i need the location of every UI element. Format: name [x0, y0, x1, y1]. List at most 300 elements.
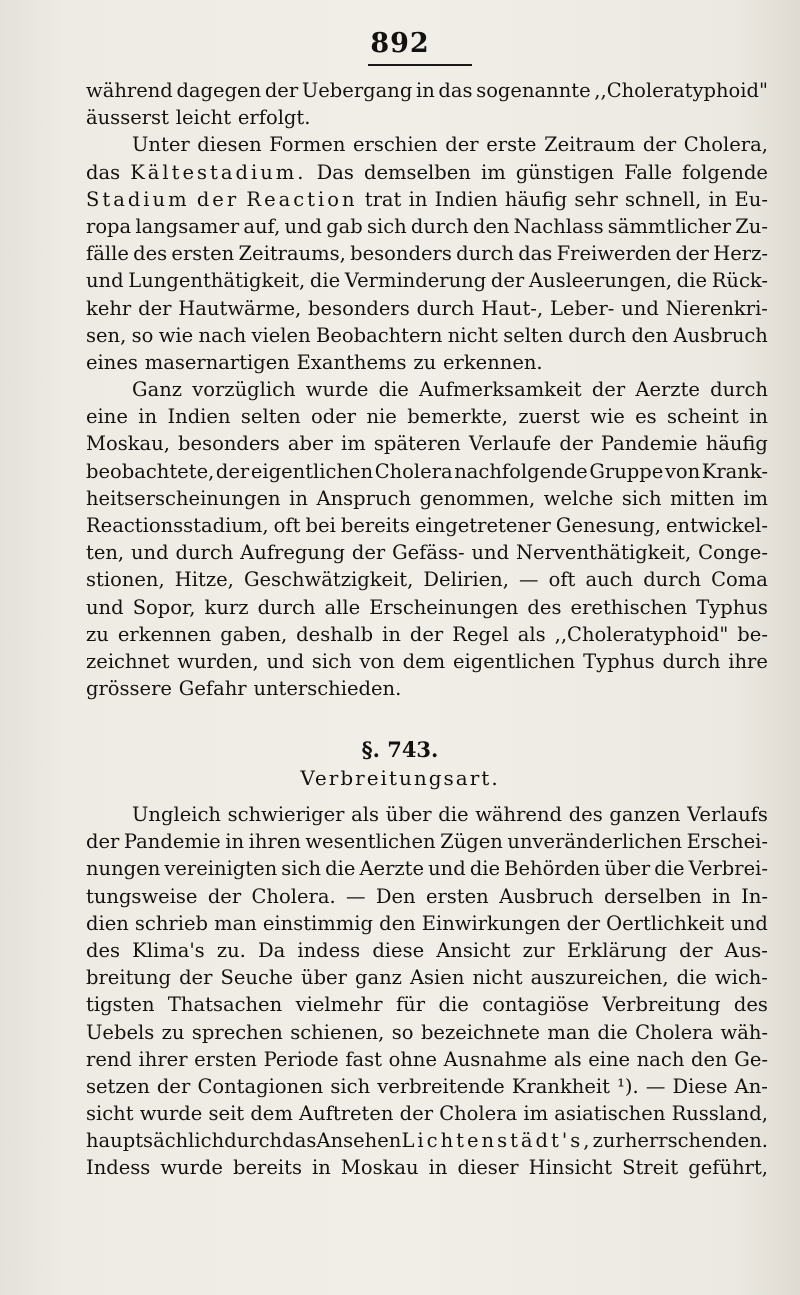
- word: —: [645, 1074, 666, 1098]
- word: in: [749, 405, 768, 429]
- word: auszureichen,: [530, 966, 669, 990]
- word: ersten: [194, 1047, 257, 1071]
- word: Asien: [409, 966, 465, 990]
- word: Ausbruch: [499, 884, 594, 908]
- word: über: [385, 803, 432, 826]
- text-line: [86, 801, 768, 828]
- word: Ausleerungen,: [528, 269, 673, 293]
- word: durch: [456, 242, 514, 266]
- word: die: [654, 857, 685, 881]
- word: ihre: [728, 649, 768, 673]
- word: ten,: [86, 541, 125, 565]
- word: Thatsachen: [167, 993, 283, 1017]
- text-line: [86, 675, 768, 702]
- word: so: [131, 323, 154, 347]
- word: zu.: [216, 938, 246, 962]
- word: Behörden: [504, 857, 601, 881]
- word: in: [289, 486, 308, 510]
- word: Krank-: [701, 459, 768, 483]
- word: fälle: [86, 242, 129, 266]
- word: sen,: [86, 323, 127, 347]
- word: Eu-: [734, 187, 768, 211]
- word: den: [631, 323, 669, 347]
- word: Lichtenstädt's,: [401, 1129, 593, 1153]
- word: so: [391, 1020, 414, 1044]
- word: Periode: [263, 1047, 339, 1071]
- word: der: [179, 966, 213, 990]
- word: Aufregung: [240, 541, 345, 565]
- word: demselben: [363, 160, 471, 184]
- word: durch: [224, 1129, 283, 1153]
- word: vereinigten: [164, 857, 278, 881]
- text-line: [86, 104, 768, 131]
- word: dem: [250, 1102, 293, 1126]
- word: in: [138, 405, 158, 429]
- word: Pandemie: [123, 830, 221, 854]
- word: besonders: [178, 432, 280, 456]
- word: schnell,: [625, 187, 702, 211]
- word: der: [675, 242, 709, 266]
- word: sicht: [86, 1102, 134, 1126]
- word: Zeitraum: [544, 133, 636, 157]
- word: bereits: [233, 1156, 302, 1180]
- word: sogenannte: [476, 79, 591, 102]
- word: fast: [345, 1047, 382, 1071]
- word: wurde: [139, 1102, 203, 1126]
- word: Reactionsstadium,: [86, 514, 269, 537]
- word: oft: [548, 568, 576, 592]
- word: Verminderung: [344, 269, 487, 293]
- word: Moskau,: [86, 432, 170, 456]
- word: von: [359, 649, 395, 673]
- word: Verlaufe: [468, 432, 552, 456]
- text-line: [86, 213, 768, 240]
- word: Exanthems: [296, 350, 407, 374]
- word: die: [438, 803, 469, 826]
- word: Indien: [434, 187, 498, 211]
- word: Ausbruch: [673, 323, 768, 347]
- word: wie: [158, 323, 194, 347]
- word: Stadium: [86, 187, 190, 211]
- word: und: [428, 857, 466, 881]
- word: eingetretener: [414, 514, 551, 537]
- word: der: [445, 133, 479, 157]
- text-line: [86, 186, 768, 213]
- text-line: [86, 883, 768, 910]
- word: diesen: [197, 133, 262, 157]
- word: den: [472, 214, 510, 238]
- word: in: [225, 830, 245, 854]
- word: ihrer: [138, 1047, 188, 1071]
- word: schwieriger: [227, 803, 345, 826]
- word: die: [325, 857, 356, 881]
- word: einstimmig: [262, 911, 373, 935]
- word: Indien: [167, 405, 231, 429]
- word: Falle: [624, 160, 673, 184]
- word: über: [301, 966, 347, 990]
- word: Contagionen: [197, 1074, 324, 1098]
- word: das: [282, 1129, 317, 1153]
- word: bei: [305, 514, 336, 537]
- word: zu: [413, 350, 437, 374]
- word: heitserscheinungen: [86, 486, 281, 510]
- word: die: [676, 966, 707, 990]
- word: zeichnet: [86, 649, 170, 673]
- word: der: [264, 79, 299, 102]
- text-line: [86, 910, 768, 937]
- word: Cholera: [374, 459, 453, 483]
- word: sich: [281, 857, 322, 881]
- word: und: [471, 541, 510, 565]
- word: durch: [568, 323, 627, 347]
- word: Erklärung: [566, 938, 668, 962]
- word: Klima's: [132, 938, 205, 962]
- word: auch: [585, 568, 634, 592]
- word: ,,Choleratyphoid": [594, 79, 768, 102]
- word: wesentlichen: [305, 830, 436, 854]
- word: masernartigen: [144, 350, 290, 374]
- word: Moskau: [340, 1156, 419, 1180]
- word: unterschieden.: [253, 677, 402, 701]
- word: —: [346, 884, 366, 908]
- word: und: [730, 911, 768, 935]
- word: ropa: [86, 214, 132, 238]
- word: Ausnahme: [443, 1047, 548, 1071]
- word: Cholera: [439, 1102, 518, 1126]
- word: wie: [590, 405, 625, 429]
- word: wurde: [160, 1156, 223, 1180]
- word: In-: [741, 884, 768, 908]
- word: der: [409, 622, 444, 646]
- word: der: [196, 187, 240, 211]
- word: und: [284, 214, 323, 238]
- word: leicht: [175, 106, 232, 130]
- word: des: [733, 993, 768, 1017]
- word: Cholera,: [683, 133, 768, 157]
- word: vorzüglich: [192, 378, 296, 402]
- word: dien: [86, 911, 129, 935]
- word: Leber-: [549, 296, 615, 320]
- text-line: [86, 159, 768, 186]
- word: die: [676, 269, 708, 293]
- word: Cholera: [635, 1020, 714, 1044]
- word: den: [691, 1047, 728, 1071]
- word: be-: [737, 622, 768, 646]
- word: mitten: [670, 486, 735, 510]
- word: für: [395, 993, 426, 1017]
- word: dieser: [457, 1156, 519, 1180]
- word: und: [86, 269, 124, 293]
- word: nach: [198, 323, 247, 347]
- word: der: [156, 1074, 191, 1098]
- word: derselben: [603, 884, 702, 908]
- word: geführt,: [688, 1156, 768, 1180]
- word: Seuche: [220, 966, 293, 990]
- word: ganzen: [609, 803, 681, 826]
- word: der: [490, 269, 525, 293]
- word: den: [379, 911, 416, 935]
- word: Ge-: [734, 1047, 768, 1071]
- word: asiatischen: [554, 1102, 666, 1126]
- word: Rück-: [711, 269, 768, 293]
- text-line: [86, 295, 768, 322]
- word: und: [266, 649, 305, 673]
- text-line: [86, 594, 768, 621]
- word: Das: [316, 160, 354, 184]
- text-line: [86, 267, 768, 294]
- word: nicht: [472, 966, 523, 990]
- word: indess: [297, 938, 361, 962]
- word: Gruppe: [589, 459, 664, 483]
- word: sich: [621, 486, 662, 510]
- word: als: [351, 803, 380, 826]
- text-line: [86, 1073, 768, 1100]
- word: durch: [416, 296, 475, 320]
- word: Aerzte: [359, 857, 425, 881]
- word: Sopor,: [132, 595, 196, 619]
- word: im: [480, 160, 506, 184]
- word: zu: [161, 1020, 185, 1044]
- word: das: [518, 242, 553, 266]
- word: ganz: [354, 966, 402, 990]
- word: äusserst: [86, 106, 169, 130]
- word: nach: [636, 1047, 685, 1071]
- word: und: [131, 541, 169, 565]
- word: selten: [503, 323, 563, 347]
- word: Ansehen: [316, 1129, 402, 1153]
- word: im: [340, 432, 366, 456]
- word: der: [399, 1102, 434, 1126]
- word: zu: [86, 622, 109, 646]
- word: der: [351, 541, 386, 565]
- word: zur: [592, 1129, 625, 1153]
- text-line: [86, 131, 768, 158]
- word: trat: [364, 187, 402, 211]
- word: Coma: [711, 568, 768, 592]
- text-line: [86, 855, 768, 882]
- word: das: [86, 160, 121, 184]
- text-line: [86, 403, 768, 430]
- word: des: [86, 938, 121, 962]
- word: selten: [240, 405, 301, 429]
- text-line: [86, 937, 768, 964]
- word: Diese: [672, 1074, 728, 1098]
- text-line: [86, 1019, 768, 1046]
- word: tungsweise: [86, 884, 198, 908]
- word: sehr: [574, 187, 618, 211]
- text-line: [86, 566, 768, 593]
- word: die: [438, 993, 469, 1017]
- word: erkennen: [117, 622, 212, 646]
- word: kehr: [86, 296, 132, 320]
- word: welche: [543, 486, 614, 510]
- word: breitung: [86, 966, 172, 990]
- word: deshalb: [296, 622, 374, 646]
- word: man: [547, 1020, 591, 1044]
- word: Nachlass: [513, 214, 604, 238]
- word: und: [86, 595, 124, 619]
- word: durch: [710, 378, 768, 402]
- word: wurden,: [177, 649, 259, 673]
- word: Zügen: [440, 830, 503, 854]
- word: nachfolgende: [454, 459, 588, 483]
- word: ersten: [171, 242, 235, 266]
- word: erkennen.: [443, 350, 543, 374]
- text-line: [86, 1046, 768, 1073]
- word: Aus-: [724, 938, 768, 962]
- word: Oertlichkeit: [606, 911, 725, 935]
- word: schienen,: [290, 1020, 385, 1044]
- word: Typhus: [696, 595, 768, 619]
- word: des: [527, 595, 562, 619]
- word: oder: [311, 405, 357, 429]
- word: während: [475, 803, 563, 826]
- word: grössere: [86, 677, 172, 701]
- word: Uebels: [86, 1020, 155, 1044]
- word: Ansicht: [436, 938, 511, 962]
- word: das: [438, 79, 473, 102]
- word: Zeitraums,: [238, 242, 346, 266]
- text-line: [86, 458, 768, 485]
- word: Gefäss-: [392, 541, 465, 565]
- word: der: [559, 432, 593, 456]
- word: Lungenthätigkeit,: [128, 269, 306, 293]
- page-number: 892: [370, 28, 430, 59]
- word: schrieb: [134, 911, 208, 935]
- word: Kältestadium.: [130, 160, 307, 184]
- word: nie: [366, 405, 397, 429]
- word: über: [604, 857, 651, 881]
- text-line: [86, 512, 768, 539]
- word: sämmtlicher: [607, 214, 732, 238]
- word: sprechen: [191, 1020, 283, 1044]
- text-line: [86, 828, 768, 855]
- word: erste: [486, 133, 537, 157]
- word: in: [712, 884, 731, 908]
- text-line: [86, 376, 768, 403]
- word: durch: [175, 541, 234, 565]
- word: die: [597, 1020, 628, 1044]
- word: Cholera.: [251, 884, 336, 908]
- word: Hautwärme,: [178, 296, 302, 320]
- word: in: [312, 1156, 331, 1180]
- word: von: [664, 459, 701, 483]
- word: Verbrei-: [688, 857, 768, 881]
- word: nungen: [86, 857, 161, 881]
- word: bereits: [340, 514, 410, 537]
- word: langsamer: [135, 214, 240, 238]
- word: bemerkte,: [407, 405, 508, 429]
- word: Genesung,: [555, 514, 661, 537]
- word: stionen,: [86, 568, 165, 592]
- text-line: [86, 648, 768, 675]
- text-line: [86, 77, 768, 104]
- word: erethischen: [570, 595, 688, 619]
- word: seit: [208, 1102, 245, 1126]
- word: sich: [366, 214, 407, 238]
- word: während: [86, 79, 173, 102]
- text-line: [86, 621, 768, 648]
- word: Hitze,: [174, 568, 234, 592]
- text-line: [86, 1127, 768, 1154]
- word: bezeichnete: [420, 1020, 540, 1044]
- word: Typhus: [583, 649, 655, 673]
- word: in: [708, 187, 728, 211]
- word: Freiwerden: [556, 242, 672, 266]
- word: durch: [257, 595, 316, 619]
- word: Aufmerksamkeit: [419, 378, 582, 402]
- word: der: [566, 911, 601, 935]
- word: man: [214, 911, 257, 935]
- word: Streit: [622, 1156, 679, 1180]
- word: häufig: [504, 187, 568, 211]
- word: contagiöse: [482, 993, 589, 1017]
- word: rend: [86, 1047, 132, 1071]
- word: gaben,: [220, 622, 288, 646]
- word: entwickel-: [665, 514, 768, 537]
- word: Reaction: [246, 187, 358, 211]
- word: günstigen: [515, 160, 615, 184]
- word: setzen: [86, 1074, 150, 1098]
- word: in: [382, 622, 401, 646]
- word: zur: [522, 938, 555, 962]
- word: unveränderlichen: [507, 830, 682, 854]
- word: eines: [86, 350, 138, 374]
- text-line: [86, 485, 768, 512]
- word: im: [523, 1102, 549, 1126]
- word: in: [408, 187, 428, 211]
- word: der: [207, 884, 242, 908]
- word: häufig: [705, 432, 768, 456]
- word: des: [133, 242, 168, 266]
- word: Nerventhätigkeit,: [515, 541, 692, 565]
- word: ¹).: [617, 1074, 639, 1098]
- word: Conge-: [698, 541, 768, 565]
- word: Russland,: [671, 1102, 768, 1126]
- word: als: [517, 622, 546, 646]
- word: ,,Choleratyphoid": [554, 622, 729, 646]
- word: Erschei-: [686, 830, 768, 854]
- word: Da: [257, 938, 286, 962]
- text-line: [86, 240, 768, 267]
- word: kurz: [204, 595, 249, 619]
- word: Herz-: [713, 242, 768, 266]
- word: der: [215, 459, 250, 483]
- word: wurde: [305, 378, 369, 402]
- word: Delirien,: [423, 568, 509, 592]
- word: die: [309, 269, 341, 293]
- word: durch: [410, 214, 469, 238]
- word: Anspruch: [316, 486, 412, 510]
- word: Nierenkri-: [665, 296, 768, 320]
- word: vielmehr: [295, 993, 383, 1017]
- word: Krankheit: [511, 1074, 610, 1098]
- word: in: [415, 79, 435, 102]
- paragraph-block-lower: [86, 801, 768, 1182]
- word: folgende: [682, 160, 768, 184]
- word: beobachtete,: [86, 459, 215, 483]
- word: sich: [311, 649, 352, 673]
- word: der: [679, 938, 713, 962]
- text-line: [86, 991, 768, 1018]
- word: diese: [372, 938, 425, 962]
- word: es: [635, 405, 657, 429]
- text-line: [86, 349, 768, 376]
- word: Pandemie: [600, 432, 698, 456]
- word: späteren: [373, 432, 461, 456]
- word: durch: [643, 568, 702, 592]
- text-line: [86, 539, 768, 566]
